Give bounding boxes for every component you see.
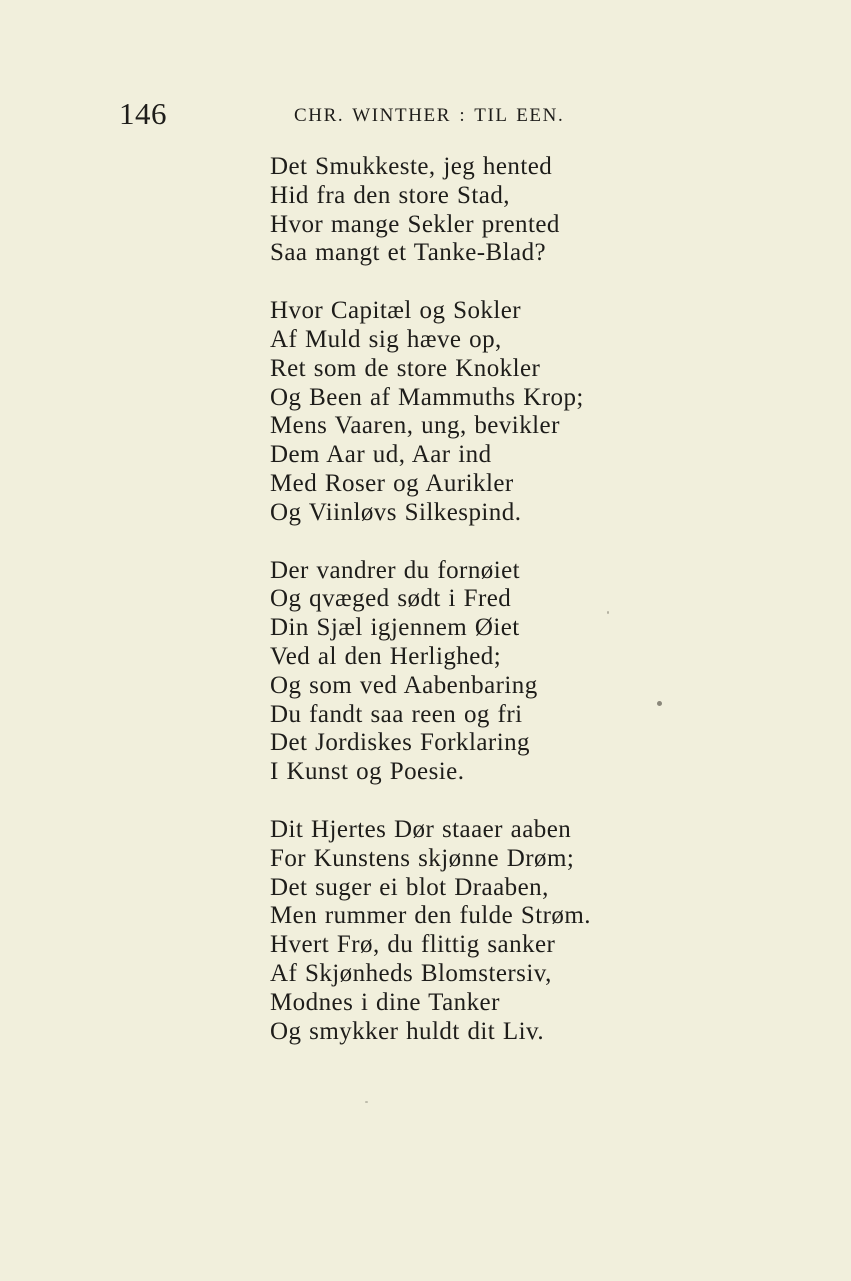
stanza-2 bbox=[270, 297, 830, 527]
poem-line: Det Jordiskes Forklaring bbox=[270, 729, 530, 757]
paper-speck bbox=[657, 701, 662, 706]
poem-line: Du fandt saa reen og fri bbox=[270, 700, 523, 728]
poem-line: Mens Vaaren, ung, bevikler bbox=[270, 412, 560, 440]
poem-line: Og qvæged sødt i Fred bbox=[270, 585, 512, 613]
poem-line: Med Roser og Aurikler bbox=[270, 469, 514, 497]
poem-line: Ved al den Herlighed; bbox=[270, 642, 502, 670]
poem-line: Af Skjønheds Blomstersiv, bbox=[270, 959, 552, 987]
poem-line: Og Viinløvs Silkespind. bbox=[270, 498, 522, 526]
poem-line: Dem Aar ud, Aar ind bbox=[270, 441, 492, 469]
poem-line: Ret som de store Knokler bbox=[270, 354, 541, 382]
poem-line: Og smykker huldt dit Liv. bbox=[270, 1017, 545, 1045]
paper-speck bbox=[607, 611, 609, 614]
page-header bbox=[0, 96, 851, 136]
poem-line: Saa mangt et Tanke-Blad? bbox=[270, 239, 547, 267]
running-title: CHR. WINTHER : TIL EEN. bbox=[294, 105, 565, 126]
poem-line: Dit Hjertes Dør staaer aaben bbox=[270, 815, 572, 843]
poem-line: Der vandrer du fornøiet bbox=[270, 556, 521, 584]
poem-line: I Kunst og Poesie. bbox=[270, 758, 465, 786]
poem bbox=[270, 153, 830, 1075]
poem-line: Men rummer den fulde Strøm. bbox=[270, 902, 591, 930]
poem-line: Af Muld sig hæve op, bbox=[270, 325, 502, 353]
stanza-4 bbox=[270, 816, 830, 1046]
poem-line: Hvert Frø, du flittig sanker bbox=[270, 931, 556, 959]
stanza-1 bbox=[270, 153, 830, 268]
poem-line: Og Been af Mammuths Krop; bbox=[270, 383, 584, 411]
poem-line: Modnes i dine Tanker bbox=[270, 988, 500, 1016]
poem-line: Det suger ei blot Draaben, bbox=[270, 873, 549, 901]
stanza-3 bbox=[270, 557, 830, 787]
poem-line: Din Sjæl igjennem Øiet bbox=[270, 614, 520, 642]
poem-line: Det Smukkeste, jeg hented bbox=[270, 153, 553, 180]
page-number: 146 bbox=[119, 96, 167, 131]
poem-line: Hid fra den store Stad, bbox=[270, 181, 510, 209]
poem-line: Og som ved Aabenbaring bbox=[270, 671, 538, 699]
poem-line: Hvor Capitæl og Sokler bbox=[270, 297, 522, 325]
poem-line: For Kunstens skjønne Drøm; bbox=[270, 844, 575, 872]
poem-line: Hvor mange Sekler prented bbox=[270, 210, 560, 238]
paper-speck bbox=[365, 1101, 368, 1103]
